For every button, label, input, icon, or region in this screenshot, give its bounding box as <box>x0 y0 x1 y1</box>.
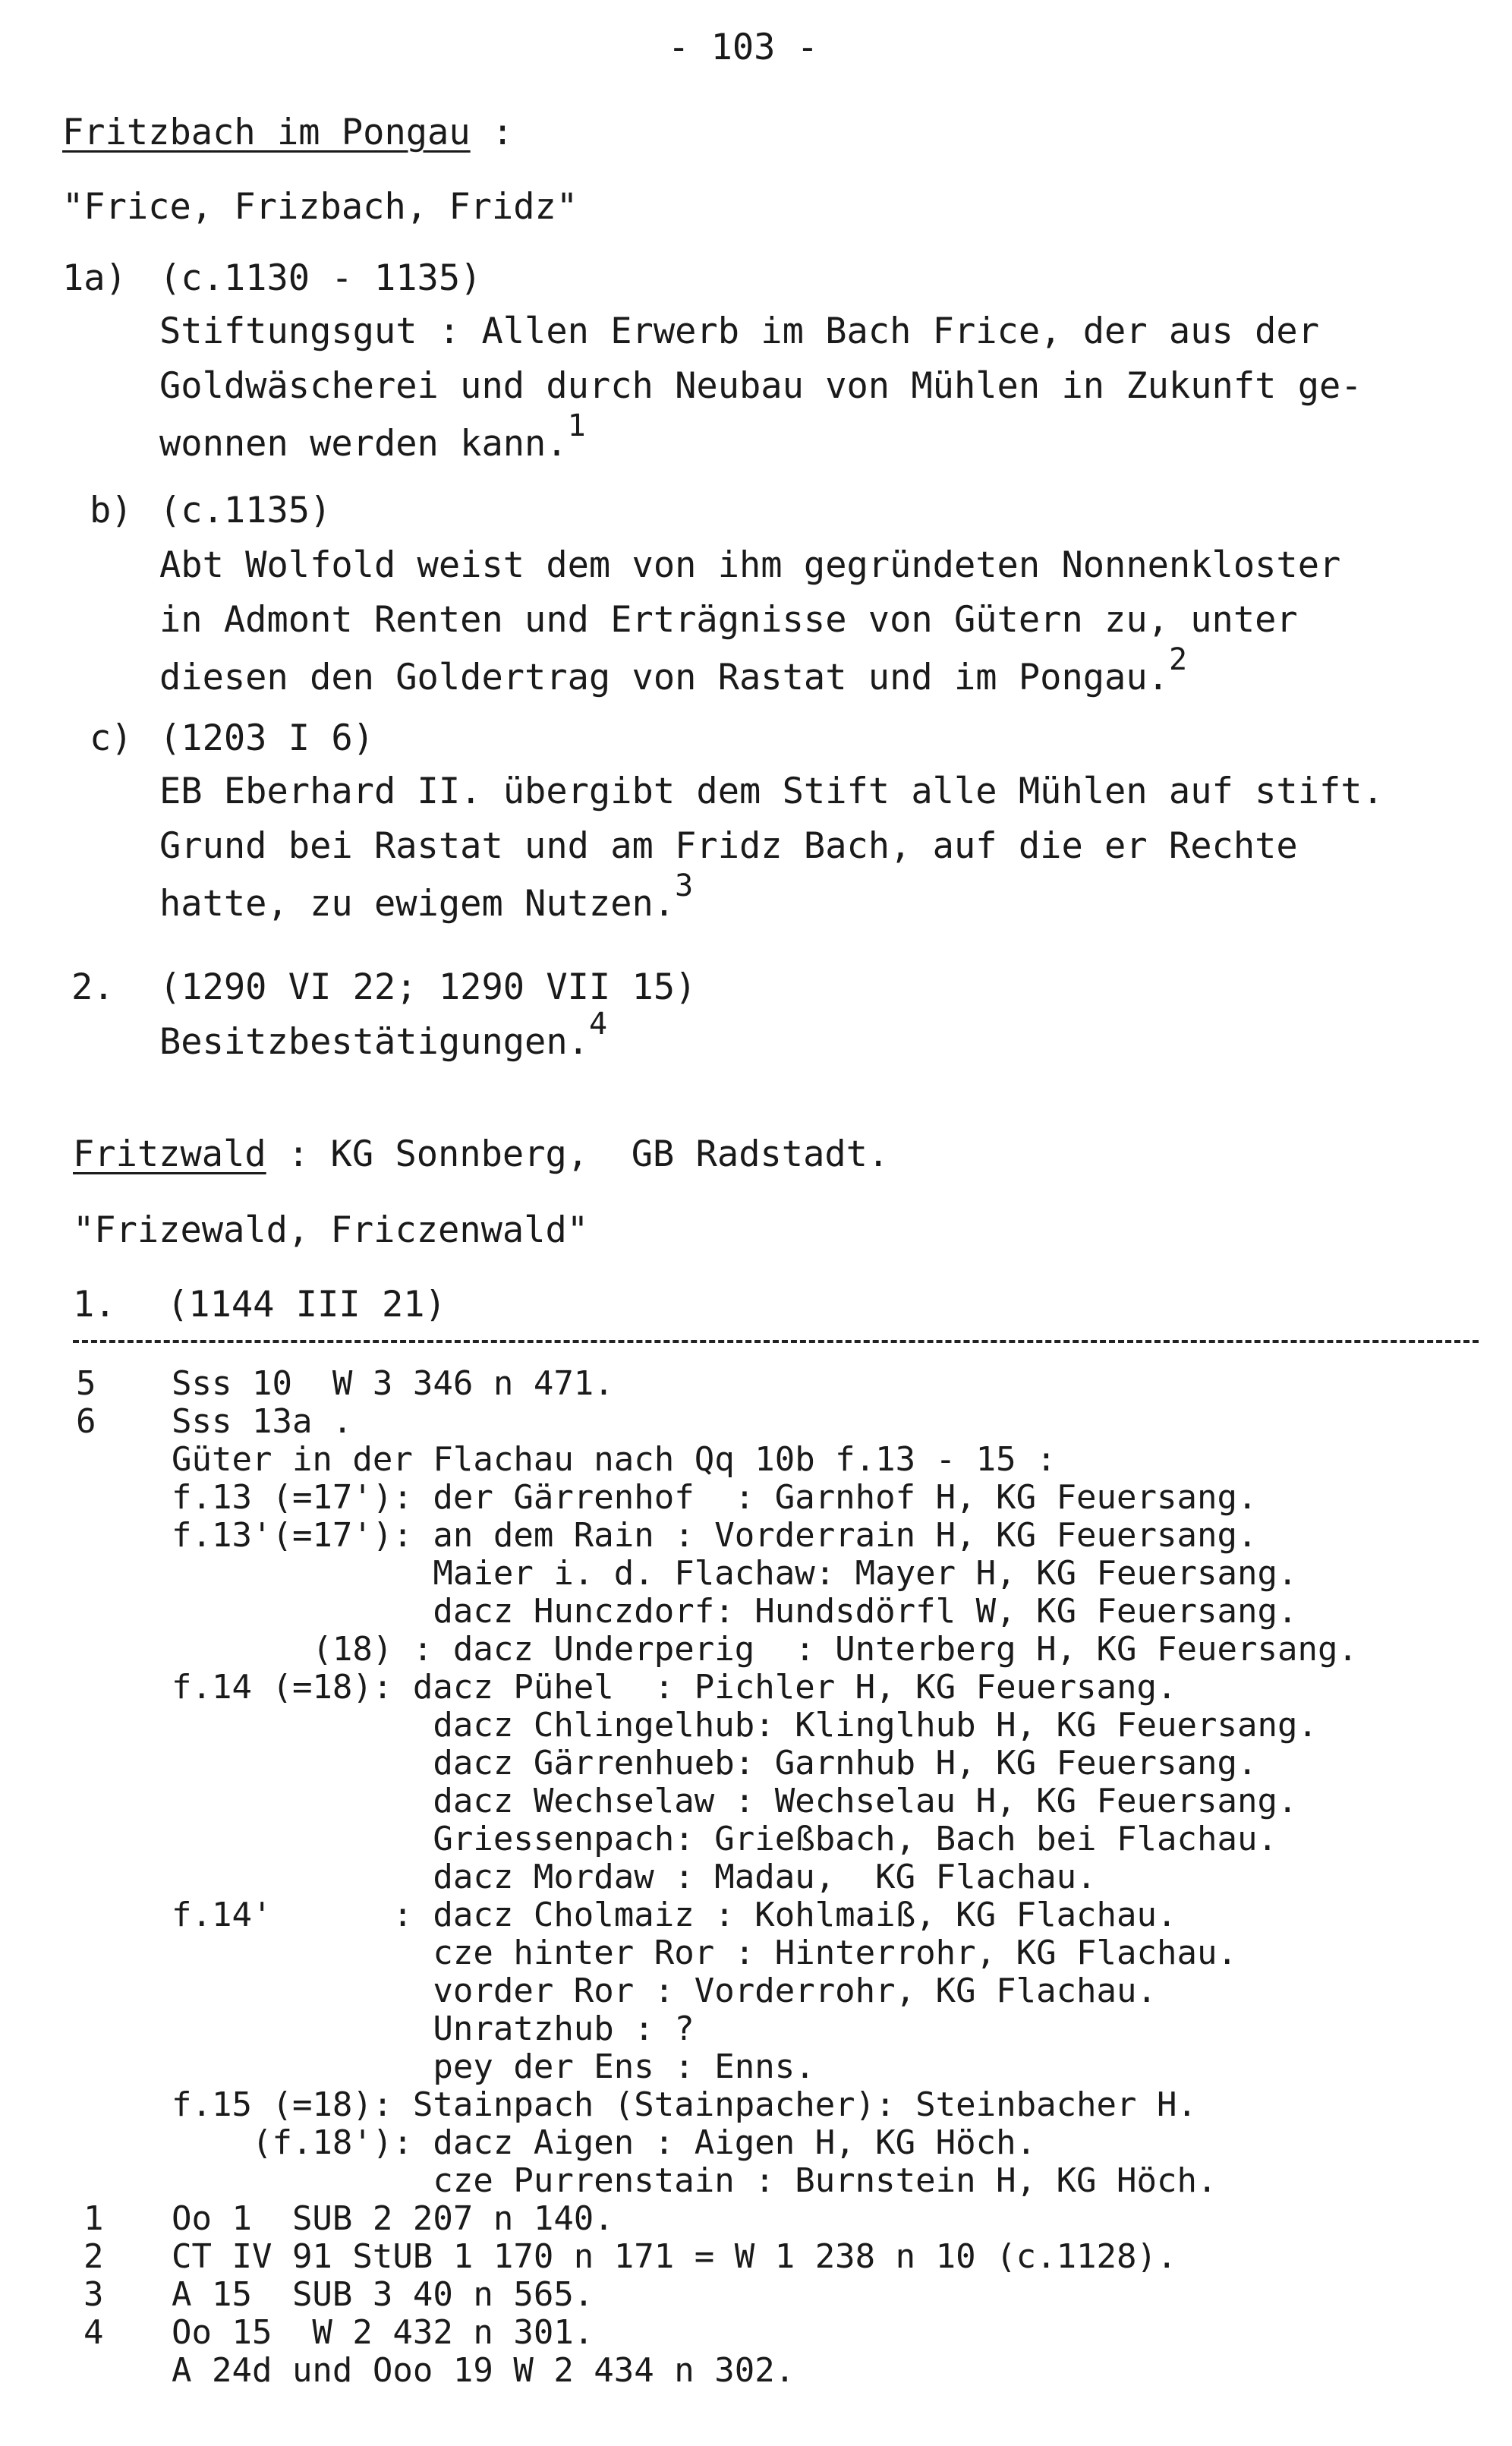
entry-variants: "Frizewald, Friczenwald" <box>73 1209 589 1251</box>
footnote-text: f.14 (=18): dacz Pühel : Pichler H, KG Feuersang. <box>172 1668 1177 1707</box>
item-line: wonnen werden kann. <box>159 423 568 465</box>
footnote-text: cze Purrenstain : Burnstein H, KG Höch. <box>172 2161 1217 2200</box>
item-date: (1203 I 6) <box>159 717 374 759</box>
item-date: (1144 III 21) <box>167 1284 446 1325</box>
item-label: 1a) <box>62 257 127 299</box>
footnote-text: f.15 (=18): Stainpach (Stainpacher): Steinbacher H. <box>172 2085 1198 2124</box>
entry-variants: "Frice, Frizbach, Fridz" <box>62 186 578 228</box>
footnote-text: dacz Chlingelhub: Klinglhub H, KG Feuersang. <box>172 1706 1318 1745</box>
entry-heading <box>73 1133 890 1175</box>
footnote-number: 3 <box>83 2275 104 2314</box>
item-line: in Admont Renten und Erträgnisse von Gütern zu, unter <box>159 599 1298 641</box>
footnote-text: (18) : dacz Underperig : Unterberg H, KG Feuersang. <box>172 1630 1358 1669</box>
footnote-text: Güter in der Flachau nach Qq 10b f.13 - 15 : <box>172 1440 1057 1479</box>
item-line-with-note <box>159 642 1188 698</box>
footnote-separator <box>73 1340 1479 1343</box>
footnote-text: Sss 10 W 3 346 n 471. <box>172 1364 614 1403</box>
item-line: Abt Wolfold weist dem von ihm gegründeten Nonnenkloster <box>159 544 1341 586</box>
footnote-text: (f.18'): dacz Aigen : Aigen H, KG Höch. <box>172 2123 1037 2162</box>
item-line: Grund bei Rastat und am Fridz Bach, auf die er Rechte <box>159 825 1298 867</box>
item-line: Goldwäscherei und durch Neubau von Mühlen in Zukunft ge- <box>159 365 1362 407</box>
item-line: EB Eberhard II. übergibt dem Stift alle Mühlen auf stift. <box>159 771 1384 812</box>
footnote-text: dacz Hunczdorf: Hundsdörfl W, KG Feuersang. <box>172 1592 1298 1631</box>
item-line-with-note <box>159 408 586 465</box>
item-date: (c.1135) <box>159 490 332 531</box>
footnote-text: Sss 13a . <box>172 1402 353 1441</box>
footnote-number: 2 <box>83 2237 104 2276</box>
footnote-text: Griessenpach: Grießbach, Bach bei Flachau. <box>172 1820 1277 1858</box>
footnote-ref: 2 <box>1168 642 1188 677</box>
footnote-text: f.13 (=17'): der Gärrenhof : Garnhof H, KG Feuersang. <box>172 1478 1258 1517</box>
footnote-text: dacz Wechselaw : Wechselau H, KG Feuersang. <box>172 1782 1298 1820</box>
footnote-ref: 1 <box>567 408 586 443</box>
item-date: (c.1130 - 1135) <box>159 257 482 299</box>
footnote-text: CT IV 91 StUB 1 170 n 171 = W 1 238 n 10 (c.1128). <box>172 2237 1177 2276</box>
entry-heading <box>62 114 513 151</box>
item-label: b) <box>90 490 133 531</box>
footnote-text: vorder Ror : Vorderrohr, KG Flachau. <box>172 1972 1158 2010</box>
footnote-number: 1 <box>83 2199 104 2238</box>
footnote-text: A 24d und Ooo 19 W 2 434 n 302. <box>172 2351 795 2390</box>
footnote-ref: 3 <box>675 868 694 903</box>
footnote-text: cze hinter Ror : Hinterrohr, KG Flachau. <box>172 1934 1237 1972</box>
footnote-text: A 15 SUB 3 40 n 565. <box>172 2275 594 2314</box>
item-line: Stiftungsgut : Allen Erwerb im Bach Frice, der aus der <box>159 310 1320 352</box>
footnote-text: dacz Gärrenhueb: Garnhub H, KG Feuersang. <box>172 1744 1258 1782</box>
footnote-text: Maier i. d. Flachaw: Mayer H, KG Feuersang. <box>172 1554 1298 1593</box>
item-label: c) <box>90 717 133 759</box>
footnote-text: pey der Ens : Enns. <box>172 2047 815 2086</box>
item-line: hatte, zu ewigem Nutzen. <box>159 883 676 925</box>
page-number: - 103 - <box>668 27 819 68</box>
item-line: diesen den Goldertrag von Rastat und im Pongau. <box>159 657 1169 698</box>
footnote-text: f.13'(=17'): an dem Rain : Vorderrain H, KG Feuersang. <box>172 1516 1258 1555</box>
item-line: Besitzbestätigungen. <box>159 1021 589 1063</box>
footnote-number: 5 <box>76 1364 96 1403</box>
entry-heading-suffix: : KG Sonnberg, GB Radstadt. <box>287 1133 890 1175</box>
footnote-text: Unratzhub : ? <box>172 2009 695 2048</box>
footnote-text: f.14' : dacz Cholmaiz : Kohlmaiß, KG Flachau. <box>172 1896 1177 1934</box>
footnote-text: dacz Mordaw : Madau, KG Flachau. <box>172 1858 1097 1896</box>
item-line-with-note <box>159 868 694 925</box>
footnote-number: 6 <box>76 1402 96 1441</box>
entry-heading-suffix: : <box>491 112 514 153</box>
item-label: 2. <box>71 966 115 1008</box>
footnote-text: Oo 15 W 2 432 n 301. <box>172 2313 594 2352</box>
entry-heading-title: Fritzwald <box>73 1133 266 1175</box>
entry-heading-title: Fritzbach im Pongau <box>62 112 471 153</box>
footnote-number: 4 <box>83 2313 104 2352</box>
item-line-with-note <box>159 1007 608 1063</box>
item-label: 1. <box>73 1284 116 1325</box>
footnote-text: Oo 1 SUB 2 207 n 140. <box>172 2199 614 2238</box>
footnote-ref: 4 <box>588 1007 608 1042</box>
item-date: (1290 VI 22; 1290 VII 15) <box>159 966 697 1008</box>
